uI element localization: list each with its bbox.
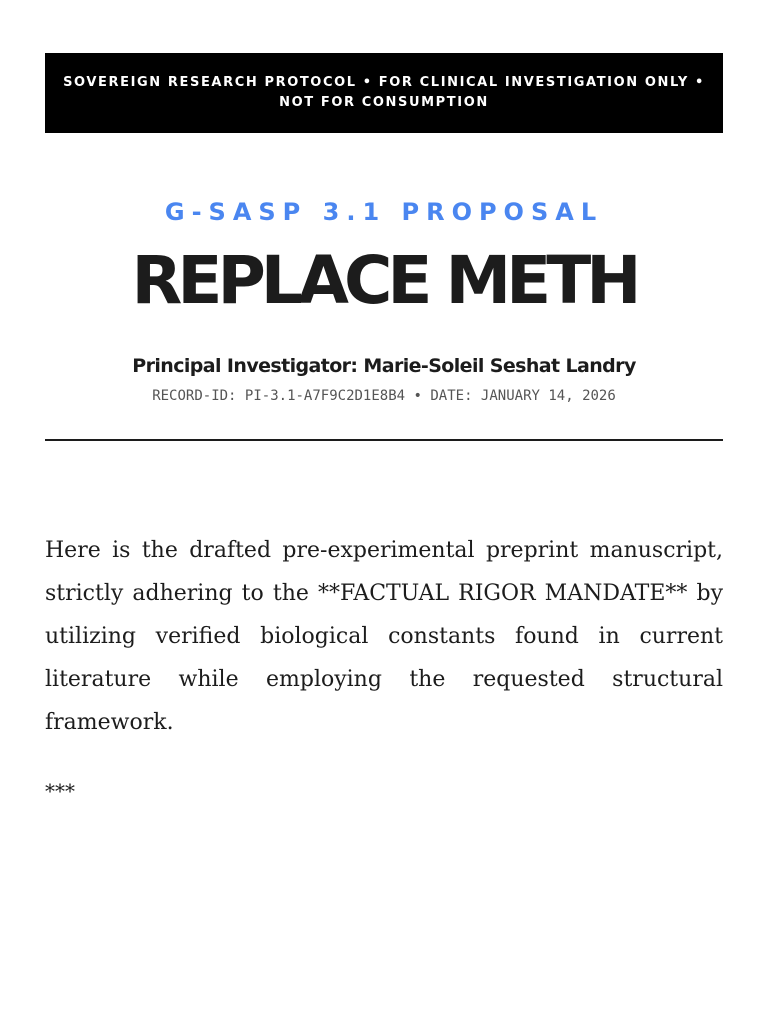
proposal-kicker: G-SASP 3.1 PROPOSAL (164, 198, 604, 226)
intro-paragraph: Here is the drafted pre-experimental preprint manuscript, strictly adhering to the **FACTUAL RIGOR MANDATE** by utilizing verified biological constants found in current literature while employing the requested structural framework. (45, 538, 723, 735)
protocol-banner (45, 53, 723, 133)
record-id-line: RECORD-ID: PI-3.1-A7F9C2D1E8B4 • DATE: JANUARY 14, 2026 (152, 388, 616, 404)
document-title: REPLACE METH (131, 242, 637, 319)
protocol-banner-text: SOVEREIGN RESEARCH PROTOCOL • FOR CLINICAL INVESTIGATION ONLY • NOT FOR CONSUMPTION (63, 75, 705, 110)
principal-investigator: Principal Investigator: Marie-Soleil Seshat Landry (132, 355, 636, 377)
document-page (45, 53, 723, 806)
header-divider (45, 439, 723, 441)
section-separator: *** (45, 779, 75, 803)
